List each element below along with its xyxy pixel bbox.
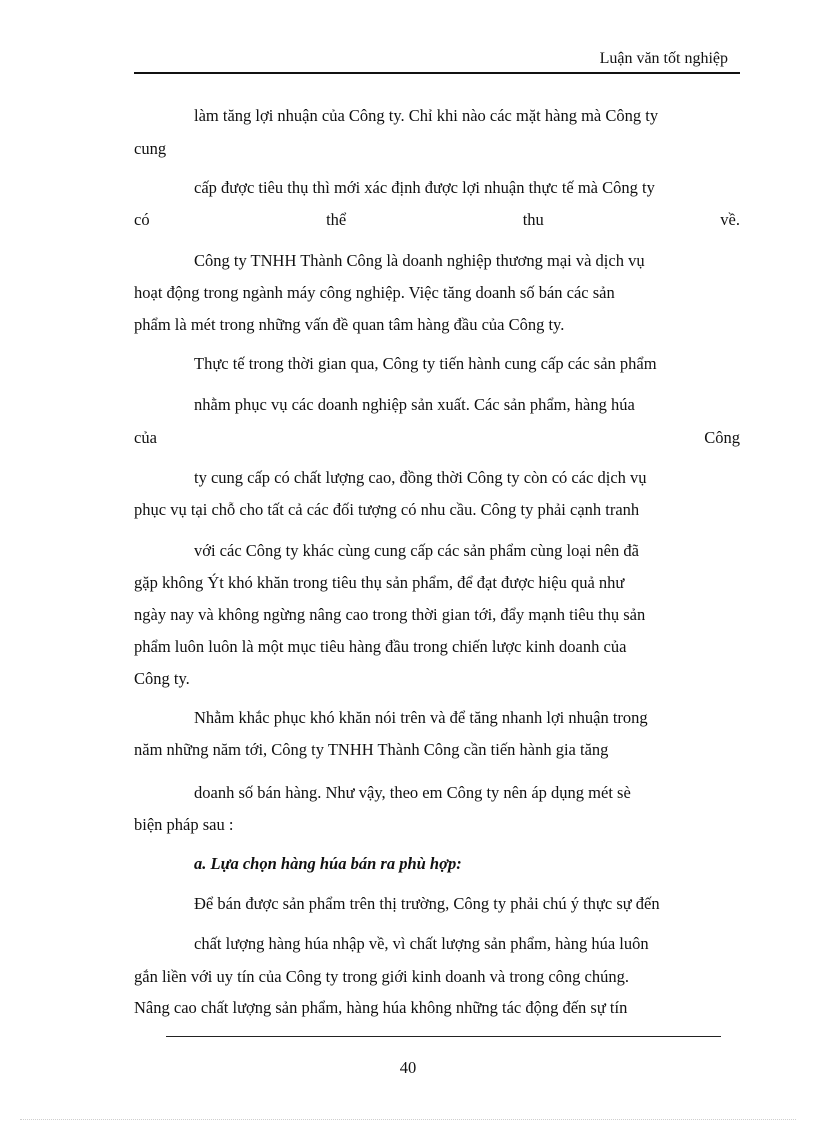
text-line: cung — [134, 139, 167, 158]
text-line: phẩm luôn luôn là một mục tiêu hàng đầu trong chiến lược kinh doanh của — [134, 637, 627, 656]
text-line: Thực tế trong thời gian qua, Công ty tiến hành cung cấp các sản phẩm — [194, 354, 657, 373]
text-line: cấp được tiêu thụ thì mới xác định được lợi nhuận thực tế mà Công ty — [194, 178, 655, 197]
text-line: ngày nay và không ngừng nâng cao trong thời gian tới, đẩy mạnh tiêu thụ sản — [134, 605, 646, 624]
text-line: ty cung cấp có chất lượng cao, đồng thời Công ty còn có các dịch vụ — [194, 468, 647, 487]
header-title: Luận văn tốt nghiệp — [599, 50, 728, 67]
text-line: Công ty TNHH Thành Công là doanh nghiệp thương mại và dịch vụ — [194, 251, 645, 270]
page-number: 40 — [399, 1058, 417, 1077]
text-line: gắn liền với uy tín của Công ty trong giới kinh doanh và trong công chúng. — [134, 967, 629, 986]
text-line: Nhằm khắc phục khó khăn nói trên và để tăng nhanh lợi nhuận trong — [194, 708, 648, 727]
text-line: phẩm là mét trong những vấn đề quan tâm hàng đầu của Công ty. — [134, 315, 565, 334]
text-line: Nâng cao chất lượng sản phẩm, hàng húa không những tác động đến sự tín — [134, 998, 628, 1017]
text-line: nhằm phục vụ các doanh nghiệp sản xuất. Các sản phẩm, hàng húa — [194, 395, 635, 414]
page-bottom-edge — [20, 1119, 796, 1120]
text-line: năm những năm tới, Công ty TNHH Thành Công cần tiến hành gia tăng — [134, 740, 609, 759]
text-line: phục vụ tại chỗ cho tất cả các đối tượng có nhu cầu. Công ty phải cạnh tranh — [134, 500, 640, 519]
text-line: làm tăng lợi nhuận của Công ty. Chỉ khi nào các mặt hàng mà Công ty — [194, 106, 659, 125]
text-line: gặp không Ýt khó khăn trong tiêu thụ sản phẩm, để đạt được hiệu quả như — [134, 573, 625, 592]
text-line: biện pháp sau : — [134, 815, 234, 834]
text-line: chất lượng hàng húa nhập về, vì chất lượng sản phẩm, hàng húa luôn — [194, 934, 649, 953]
text-line: có thể thu về. — [134, 210, 740, 229]
text-line: doanh số bán hàng. Như vậy, theo em Công ty nên áp dụng mét sè — [194, 783, 631, 802]
page-header — [134, 48, 740, 74]
text-line: Để bán được sản phẩm trên thị trường, Công ty phải chú ý thực sự đến — [194, 894, 660, 913]
text-line: với các Công ty khác cùng cung cấp các sản phẩm cùng loại nên đã — [194, 541, 639, 560]
footer-rule — [166, 1036, 721, 1037]
text-line: của Công — [134, 428, 740, 447]
text-line: hoạt động trong ngành máy công nghiệp. Việc tăng doanh số bán các sản — [134, 283, 615, 302]
text-line: Công ty. — [134, 669, 190, 688]
section-heading: a. Lựa chọn hàng húa bán ra phù hợp: — [194, 854, 462, 873]
